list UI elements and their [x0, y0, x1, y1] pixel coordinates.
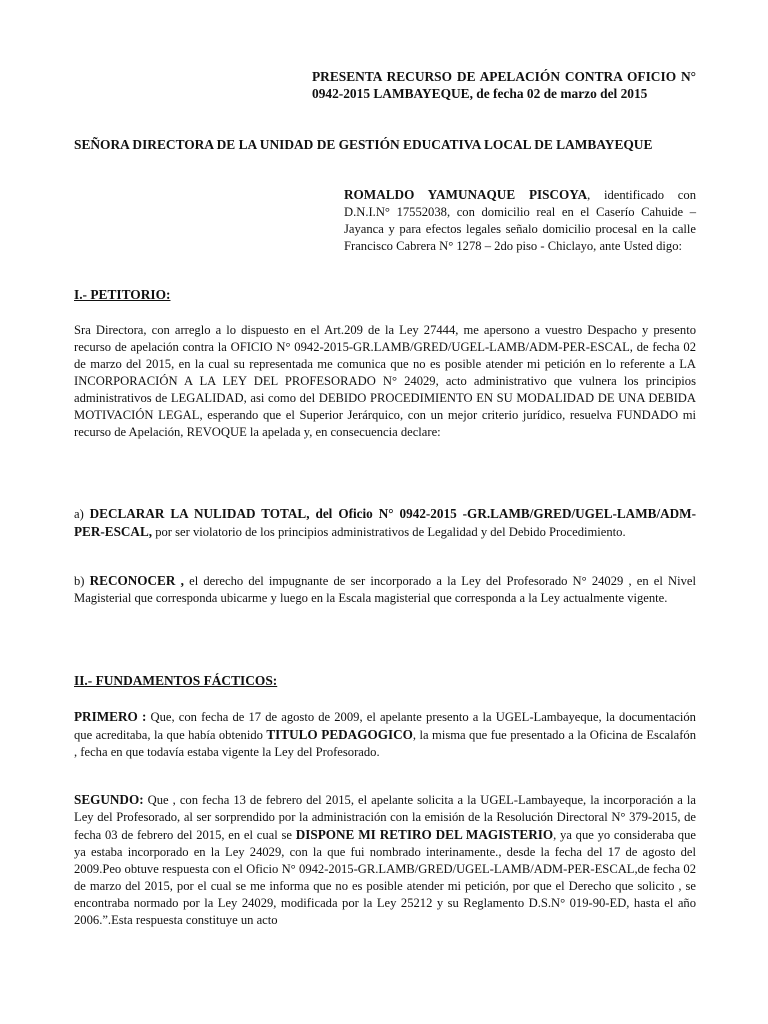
item-a-bold: DECLARAR LA NULIDAD TOTAL, del Oficio N° 0942-2015 -GR.LAMB/GRED/UGEL-LAMB/ADM-PER-ESCAL, — [74, 506, 697, 539]
primero-text-2: , la misma que fue presentado a la Oficina de Escalafón , fecha en que todavía estaba vigente la Ley del Profesorado. — [74, 728, 696, 759]
primero-bold: TITULO PEDAGOGICO — [266, 727, 413, 742]
item-a-text: por ser violatorio de los principios administrativos de Legalidad y del Debido Procedimiento. — [152, 525, 626, 539]
document-heading: PRESENTA RECURSO DE APELACIÓN CONTRA OFICIO N° 0942-2015 LAMBAYEQUE, de fecha 02 de marzo del 2015 — [312, 69, 696, 101]
segundo-label: SEGUNDO: — [74, 792, 144, 807]
item-b-prefix: b) — [74, 574, 90, 588]
fundamento-segundo — [74, 791, 696, 929]
item-b-text: el derecho del impugnante de ser incorporado a la Ley del Profesorado N° 24029 , en el Nivel Magisterial que corresponda ubicarme y luego en la Escala magisterial que corresponda a la Ley actualmente vigente. — [74, 574, 697, 605]
fundamento-primero — [74, 708, 696, 761]
section-title-petitorio: I.- PETITORIO: — [74, 287, 171, 302]
item-a-prefix: a) — [74, 507, 90, 521]
petitioner-block — [344, 186, 696, 255]
segundo-bold: DISPONE MI RETIRO DEL MAGISTERIO — [295, 827, 554, 842]
petitorio-item-a — [74, 505, 696, 541]
primero-label: PRIMERO : — [74, 709, 147, 724]
primero-text-1: Que, con fecha de 17 de agosto de 2009, el apelante presento a la UGEL-Lambayeque, la documentación que acreditaba, la que había obtenido — [74, 710, 696, 742]
petitioner-name: ROMALDO YAMUNAQUE PISCOYA — [344, 187, 588, 202]
petitorio-body: Sra Directora, con arreglo a lo dispuesto en el Art.209 de la Ley 27444, me apersono a vuestro Despacho y presento recurso de apelación contra la OFICIO N° 0942-2015-GR.LAMB/GRED/UGEL-LAMB/ADM-PER-ESCAL, de fecha 02 de marzo del 2015, en la cual su representada me comunica que no es posible atender mi petición en lo referente a LA INCORPORACIÓN A LA LEY DEL PROFESORADO N° 24029, acto administrativo que vulnera los principios administrativos de LEGALIDAD, asi como del DEBIDO PROCEDIMIENTO EN SU MODALIDAD DE UNA DEBIDA MOTIVACIÓN LEGAL, esperando que el Superior Jerárquico, con un mejor criterio jurídico, resuelva FUNDADO mi recurso de Apelación, REVOQUE la apelada y, en consecuencia declare: — [74, 323, 696, 439]
petitorio-item-b — [74, 572, 696, 607]
petitioner-text: , identificado con D.N.I.N° 17552038, con domicilio real en el Caserío Cahuide – Jayanca y para efectos legales señalo domicilio procesal en la calle Francisco Cabrera N° 1278 – 2do piso - Chiclayo, ante Usted digo: — [344, 188, 696, 253]
item-b-bold: RECONOCER , — [89, 573, 184, 588]
segundo-text-1: Que , con fecha 13 de febrero del 2015, el apelante solicita a la UGEL-Lambayeque, la incorporación a la Ley del Profesorado, al ser sorprendido por la administración con la emisión de la Resolución Directoral N° 379-2015, de fecha 03 de febrero del 2015, en el cual se — [74, 793, 696, 842]
section-title-fundamentos: II.- FUNDAMENTOS FÁCTICOS: — [74, 673, 278, 688]
segundo-text-2: , ya que yo consideraba que ya estaba incorporado en la Ley 24029, con la que fui nombrado interinamente., desde la fecha del 17 de agosto del 2009.Peo obtuve respuesta con el Oficio N° 0942-2015-GR.LAMB/GRED/UGEL-LAMB/ADM-PER-ESCAL,de fecha 02 de marzo del 2015, por el cual se me informa que no es posible atender mi petición, por que el Derecho que solicito , se encontraba normado por la Ley 24029, modificada por la Ley 25212 y su Reglamento D.S.N° 019-90-ED, hasta el año 2006.”.Esta respuesta constituye un acto — [74, 828, 696, 927]
addressee: SEÑORA DIRECTORA DE LA UNIDAD DE GESTIÓN EDUCATIVA LOCAL DE LAMBAYEQUE — [74, 137, 653, 152]
